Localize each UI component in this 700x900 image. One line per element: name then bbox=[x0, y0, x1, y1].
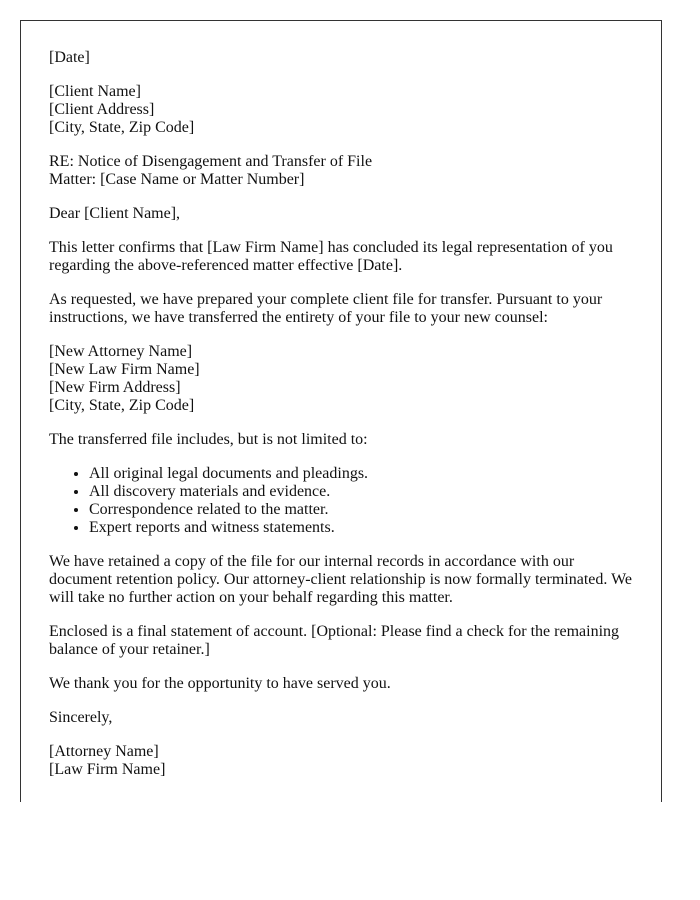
list-intro: The transferred file includes, but is not limited to: bbox=[49, 431, 368, 448]
list-item: • All original legal documents and pleadings. bbox=[89, 465, 633, 483]
letter-page bbox=[20, 20, 662, 802]
list-item: • All discovery materials and evidence. bbox=[89, 483, 633, 501]
client-address: [Client Address] bbox=[49, 101, 155, 118]
body-paragraph-3: We have retained a copy of the file for our internal records in accordance with our document retention policy. Our attorney-client relationship is now formally terminated. We will take no further action on your behalf regarding this matter. bbox=[49, 553, 632, 606]
list-item: • Expert reports and witness statements. bbox=[89, 519, 633, 537]
list-item: • Correspondence related to the matter. bbox=[89, 501, 633, 519]
salutation: Dear [Client Name], bbox=[49, 205, 181, 222]
subject-block bbox=[49, 153, 633, 189]
new-city-state-zip: [City, State, Zip Code] bbox=[49, 397, 195, 414]
body-paragraph-2: As requested, we have prepared your complete client file for transfer. Pursuant to your instructions, we have transferred the entirety of your file to your new counsel: bbox=[49, 291, 603, 326]
new-counsel-block bbox=[49, 343, 633, 415]
closing: Sincerely, bbox=[49, 709, 113, 726]
matter-line: Matter: [Case Name or Matter Number] bbox=[49, 171, 305, 188]
client-address-block bbox=[49, 83, 633, 137]
new-attorney-name: [New Attorney Name] bbox=[49, 343, 193, 360]
body-paragraph-5: We thank you for the opportunity to have served you. bbox=[49, 675, 391, 692]
letter-date: [Date] bbox=[49, 49, 90, 66]
law-firm-name: [Law Firm Name] bbox=[49, 761, 166, 778]
attorney-name: [Attorney Name] bbox=[49, 743, 159, 760]
client-name: [Client Name] bbox=[49, 83, 141, 100]
file-contents-list bbox=[49, 465, 633, 537]
re-line: RE: Notice of Disengagement and Transfer of File bbox=[49, 153, 373, 170]
new-firm-address: [New Firm Address] bbox=[49, 379, 181, 396]
new-law-firm-name: [New Law Firm Name] bbox=[49, 361, 200, 378]
signature-block bbox=[49, 743, 633, 779]
client-city-state-zip: [City, State, Zip Code] bbox=[49, 119, 195, 136]
body-paragraph-4: Enclosed is a final statement of account. [Optional: Please find a check for the remaining balance of your retainer.] bbox=[49, 623, 620, 658]
body-paragraph-1: This letter confirms that [Law Firm Name] has concluded its legal representation of you regarding the above-referenced matter effective [Date]. bbox=[49, 239, 613, 274]
